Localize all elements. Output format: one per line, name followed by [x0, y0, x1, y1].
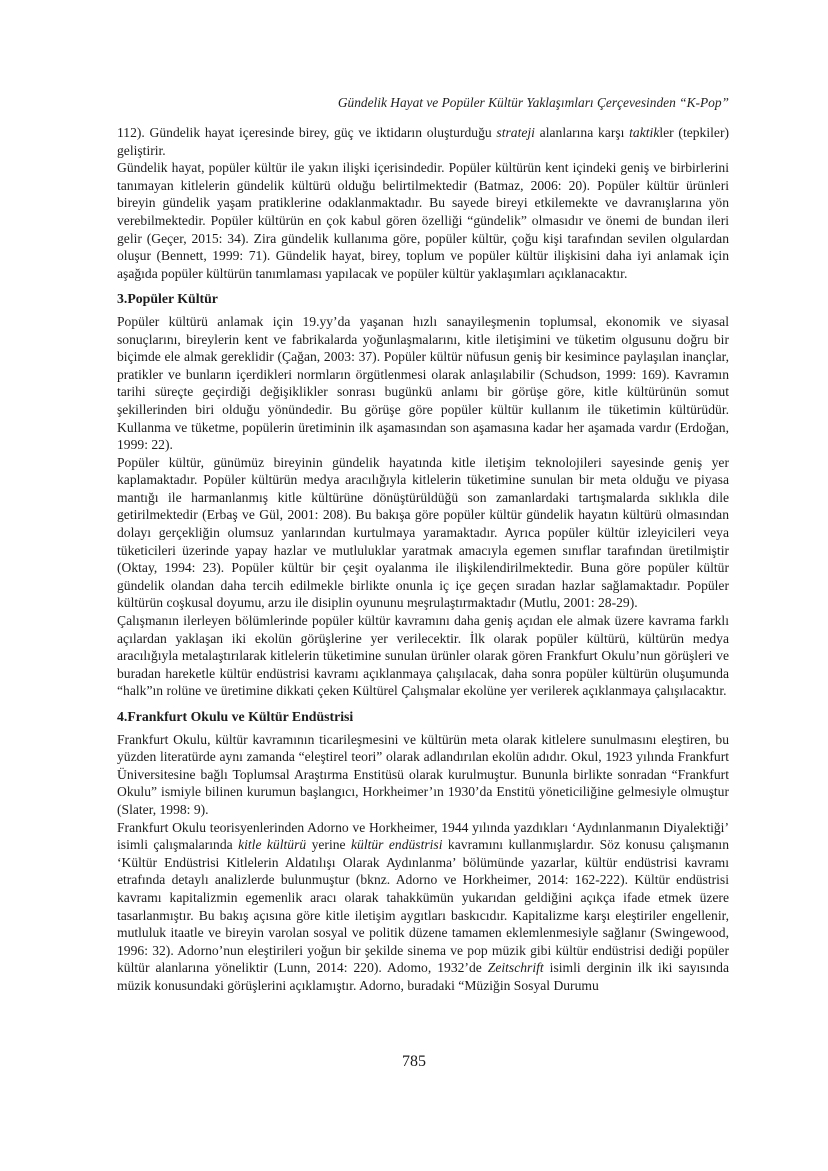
paragraph: [117, 124, 729, 159]
text-run: alanlarına karşı: [534, 125, 630, 140]
text-run: Gündelik hayat, popüler kültür ile yakın ilişki içerisindedir. Popüler kültürün kent içindeki geniş ve birbirlerini tanımayan kitlelerin gündelik kültürü olduğu belirtilmektedir (Batmaz, 2006: 20). Popüler kültür ürünleri bireyin gündelik yaşam pratiklerine odaklanmaktadır. Bu sayede bireyi etkilemekte ve davranışlarına yön verebilmektedir. Popüler kültürün en çok kabul gören özelliği “gündelik” olmasıdır ve önemi de bundan ileri gelir (Geçer, 2015: 34). Zira gündelik kullanıma göre, popüler kültür, çoğu kişi tarafından sevilen olgulardan oluşur (Bennett, 1999: 71). Gündelik hayat, birey, toplum ve popüler kültür ilişkisini daha iyi anlamak için aşağıda popüler kültürün tanımlaması yapılacak ve popüler kültür yaklaşımları açıklanacaktır.: [117, 160, 729, 281]
text-run: ler (tepkiler) geliştirir.: [117, 125, 729, 158]
paragraph: [117, 731, 729, 819]
italic-term: kitle kültürü: [238, 837, 307, 853]
paragraph: [117, 454, 729, 612]
text-run: Popüler kültür, günümüz bireyinin gündelik hayatında kitle iletişim teknolojileri sayesinde geniş yer kaplamaktadır. Popüler kültürün medya aracılığıyla kitlelerin tüketimine sunulan bir meta olduğu ve piyasa mantığı ile harmanlanmış kitle kültürüne dönüştürüldüğü son zamanlardaki tartışmalarda sıklıkla dile getirilmektedir (Erbaş ve Gül, 2001: 208). Bu bakışa göre popüler kültür gündelik hayatın kültürü olmasından dolayı gerçekliğin olumsuz yanlarından kurtulmaya yaramaktadır. Ayrıca popüler kültür izleyicileri veya tüketicileri üzerinde yapay hazlar ve mutluluklar yaratmak amacıyla egemen sınıflar tarafından üretilmiştir (Oktay, 1994: 23). Popüler kültür bir çeşit oyalanma ile ilişkilendirilmektedir. Buna göre popüler kültür gündelik olandan daha tercih edilmekle birlikte onunla iç içe geçen sıradan hazlar sağlamaktadır. Popüler kültürün coşkusal doyumu, arzu ile disiplin oyununu meşrulaştırmaktadır (Mutlu, 2001: 28-29).: [117, 454, 729, 611]
text-run: Popüler kültürü anlamak için 19.yy’da yaşanan hızlı sanayileşmenin toplumsal, ekonomik ve siyasal sonuçlarını, bireylerin kent ve fabrikalarda yoğunlaşmalarını, kitle iletişimini ve tüketim olgusunu doğru bir biçimde ele almak gereklidir (Çağan, 2003: 37). Popüler kültür nüfusun geniş bir kesimince paylaşılan inançlar, pratikler ve bunların içerdikleri normların örgütlenmesi olarak anlaşılabilir (Schudson, 1999: 169). Kavramın tarihi süreçte geçirdiği değişiklikler sonrası bugünkü anlamı bir görüşe göre, kitle kültürünün somut şekillerinden biri olduğu yönündedir. Bu görüşe göre popüler kültür kullanım ile tüketimin kültürüdür. Kullanma ve tüketme, popülerin üretiminin ilk aşamasından son aşamasına kadar her aşamada vardır (Erdoğan, 1999: 22).: [117, 313, 729, 453]
text-run: Çalışmanın ilerleyen bölümlerinde popüler kültür kavramını daha geniş açıdan ele almak üzere kavrama farklı açılardan yaklaşan iki ekolün görüşlerine yer verilecektir. İlk olarak popüler kültürü, kültürün medya aracılığıyla metalaştırılarak kitlelerin tüketimine sunulan ürünler olarak gören Frankfurt Okulu’nun görüşleri ve buradan hareketle kültür endüstrisi kavramı açıklanmaya çalışılacak, daha sonra popüler kültürün oluşumunda “halk”ın rolüne ve üretimine dikkati çeken Kültürel Çalışmalar ekolüne yer verilerek açıklanmaya çalışılacaktır.: [117, 613, 729, 699]
section: [117, 290, 729, 700]
running-header: Gündelik Hayat ve Popüler Kültür Yaklaşımları Çerçevesinden “K-Pop”: [337, 95, 729, 110]
text-run: kavramını kullanmışlardır. Söz konusu çalışmanın ‘Kültür Endüstrisi Kitlelerin Aldatılışı Olarak Aydınlanma’ bölümünde yazarlar, kültür endüstrisi kavramı etrafında detaylı analizlerde bulunmuştur (bknz. Adorno ve Horkheimer, 2014: 162-222). Kültür endüstrisi kavramı kapitalizmin egemenlik aracı olarak tahakkümün yukarıdan geldiğini açıkça ifade etmek üzere tasarlanmıştır. Bu bakış açısına göre kitle iletişim aygıtları baskıcıdır. Kapitalizme karşı eleştiriler engellenir, mutluluk itaatle ve bireyin varolan sosyal ve politik düzene tamamen eklemlenmesiyle sağlanır (Swingewood, 1996: 32). Adorno’nun eleştirileri yoğun bir şekilde sinema ve pop müzik gibi kültür endüstrisi dediği popüler kültür alanlarına yöneliktir (Lunn, 2014: 220). Adomo, 1932’de: [117, 837, 729, 976]
section-heading: 4.Frankfurt Okulu ve Kültür Endüstrisi: [117, 709, 354, 724]
paragraph: [117, 159, 729, 282]
text-run: Frankfurt Okulu, kültür kavramının ticarileşmesini ve kültürün meta olarak kitlelere sunulmasını eleştiren, bu yüzden literatürde aynı zamanda “eleştirel teori” olarak adlandırılan ekolün adıdır. Okul, 1923 yılında Frankfurt Üniversitesine bağlı Toplumsal Araştırma Enstitüsü olarak kurulmuştur. Bununla birlikte sonradan “Frankfurt Okulu” ismiyle bilinen kurumun başlangıcı, Horkheimer’ın 1930’da Enstitü yöneticiliğine gelmesiyle olmuştur (Slater, 1998: 9).: [117, 731, 729, 817]
paragraph: [117, 313, 729, 454]
document-body: [117, 124, 729, 995]
section: [117, 708, 729, 995]
section-heading: 3.Popüler Kültür: [117, 291, 218, 307]
text-run: yerine: [306, 837, 351, 853]
text-run: Frankfurt Okulu teorisyenlerinden Adorno ve Horkheimer, 1944 yılında yazdıkları ‘Aydınlanmanın Diyalektiği’ isimli çalışmalarında: [117, 819, 729, 853]
text-run: 112). Gündelik hayat içeresinde birey, güç ve iktidarın oluşturduğu: [117, 125, 497, 140]
section: [117, 124, 729, 282]
text-run: isimli derginin ilk iki sayısında müzik konusundaki görüşlerini açıklamıştır. Adorno, buradaki “Müziğin Sosyal Durumu: [117, 960, 729, 993]
page-number: 785: [402, 1053, 426, 1070]
italic-term: kültür endüstrisi: [350, 837, 443, 853]
paragraph: [117, 819, 729, 995]
italic-term: strateji: [496, 125, 535, 140]
italic-term: taktik: [629, 125, 660, 140]
italic-term: Zeitschrift: [487, 960, 544, 976]
paragraph: [117, 612, 729, 700]
